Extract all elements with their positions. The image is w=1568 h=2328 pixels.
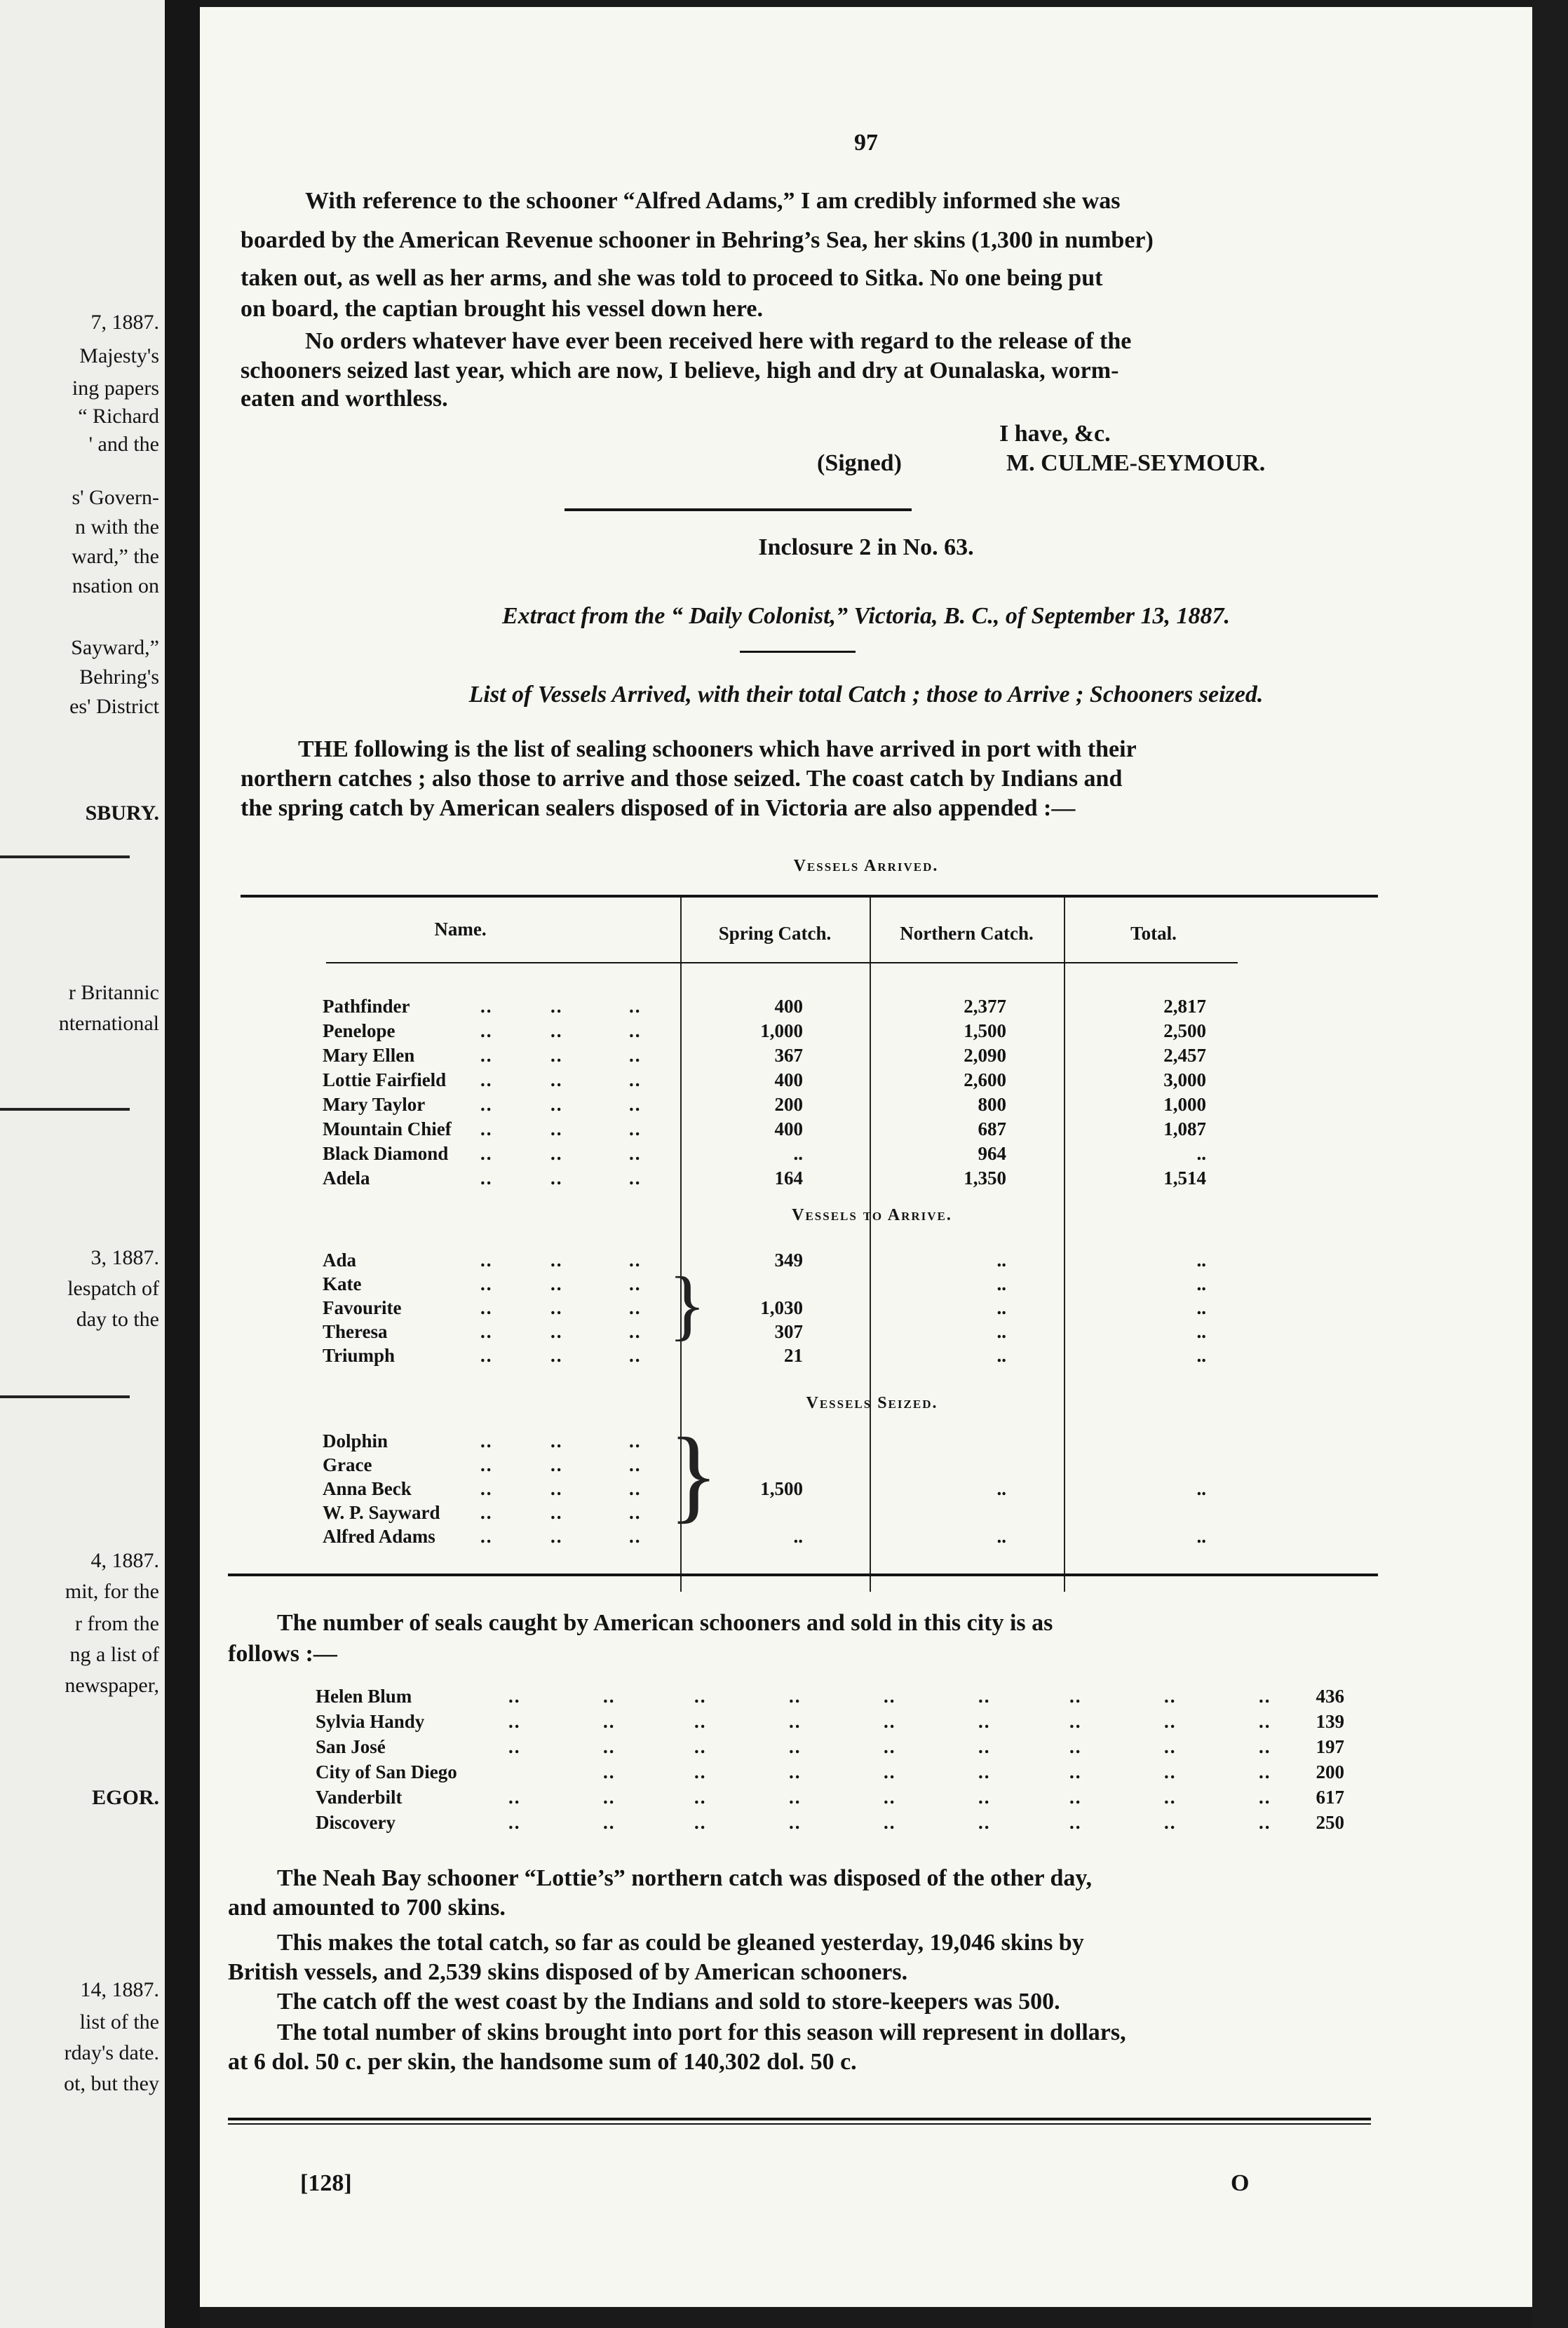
leader-dots: .. (1164, 1787, 1177, 1808)
leader-dots: .. (550, 1143, 563, 1164)
leader-dots: .. (978, 1711, 991, 1732)
schooner-name: San José (316, 1736, 386, 1757)
text-line: This makes the total catch, so far as could be gleaned yesterday, 19,046 skins by (277, 1930, 1084, 1956)
leader-dots: .. (629, 1168, 642, 1189)
schooner-name: City of San Diego (316, 1761, 457, 1782)
text-line: the spring catch by American sealers disposed of in Victoria are also appended :— (241, 795, 1076, 821)
leader-dots: .. (978, 1787, 991, 1808)
inclosure-heading: Inclosure 2 in No. 63. (758, 534, 974, 560)
spring-catch-cell: 349 (774, 1250, 803, 1271)
leader-dots: .. (603, 1812, 616, 1833)
leader-dots: .. (508, 1812, 521, 1833)
northern-catch-cell: 2,600 (964, 1069, 1006, 1090)
northern-catch-cell: .. (996, 1345, 1006, 1366)
leader-dots: .. (1259, 1711, 1271, 1732)
leader-dots: .. (550, 1118, 563, 1139)
leader-dots: .. (884, 1787, 896, 1808)
facing-line: mit, for the (65, 1580, 159, 1603)
leader-dots: .. (629, 1094, 642, 1115)
schooner-name: Discovery (316, 1812, 396, 1833)
leader-dots: .. (480, 1526, 493, 1547)
total-cell: 1,514 (1163, 1168, 1206, 1189)
northern-catch-cell: .. (996, 1273, 1006, 1294)
northern-catch-cell: .. (996, 1478, 1006, 1499)
total-cell: 1,000 (1163, 1094, 1206, 1115)
leader-dots: .. (603, 1787, 616, 1808)
leader-dots: .. (480, 1118, 493, 1139)
header-rule (326, 962, 1238, 963)
brace: } (668, 1416, 719, 1533)
leader-dots: .. (1259, 1812, 1271, 1833)
leader-dots: .. (694, 1736, 707, 1757)
column-header: Spring Catch. (718, 923, 832, 944)
text-line: eaten and worthless. (241, 386, 448, 412)
table-caption: Vessels Arrived. (793, 857, 939, 875)
leader-dots: .. (1164, 1711, 1177, 1732)
vessel-name: Mary Ellen (323, 1045, 415, 1066)
leader-dots: .. (629, 1321, 642, 1342)
northern-catch-cell: 800 (978, 1094, 1006, 1115)
leader-dots: .. (480, 1250, 493, 1271)
northern-catch-cell: .. (996, 1321, 1006, 1342)
leader-dots: .. (550, 996, 563, 1017)
leader-dots: .. (1164, 1812, 1177, 1833)
leader-dots: .. (550, 1045, 563, 1066)
text-line: THE following is the list of sealing schooners which have arrived in port with their (298, 736, 1137, 762)
leader-dots: .. (1069, 1787, 1082, 1808)
northern-catch-cell: 964 (978, 1143, 1006, 1164)
leader-dots: .. (789, 1686, 802, 1707)
total-cell: .. (1196, 1273, 1206, 1294)
facing-line: ward,” the (72, 545, 159, 568)
table-bottom-rule (228, 1574, 1378, 1576)
facing-line: 3, 1887. (90, 1246, 159, 1269)
schooner-name: Vanderbilt (316, 1787, 403, 1808)
schooner-name: Sylvia Handy (316, 1711, 425, 1732)
column-divider (870, 898, 871, 1592)
leader-dots: .. (1069, 1711, 1082, 1732)
northern-catch-cell: 2,090 (964, 1045, 1006, 1066)
seal-count: 436 (1316, 1686, 1344, 1707)
facing-rule (0, 1395, 130, 1398)
facing-line: ing papers (72, 377, 159, 400)
leader-dots: .. (550, 1478, 563, 1499)
spring-catch-cell: 21 (784, 1345, 803, 1366)
leader-dots: .. (694, 1711, 707, 1732)
text-line: follows :— (228, 1641, 337, 1667)
document-page (200, 7, 1532, 2307)
leader-dots: .. (480, 1345, 493, 1366)
closing-rule (228, 2123, 1371, 2125)
column-header: Name. (434, 919, 487, 940)
leader-dots: .. (550, 1273, 563, 1294)
total-cell: 2,500 (1163, 1020, 1206, 1041)
spring-catch-cell: 400 (774, 1069, 803, 1090)
leader-dots: .. (884, 1761, 896, 1782)
spring-catch-cell: .. (793, 1143, 803, 1164)
facing-line: newspaper, (65, 1674, 159, 1697)
vessel-name: Dolphin (323, 1430, 388, 1451)
leader-dots: .. (629, 1069, 642, 1090)
spring-catch-cell: 367 (774, 1045, 803, 1066)
closing-salutation: I have, &c. (999, 421, 1111, 447)
leader-dots: .. (1259, 1736, 1271, 1757)
leader-dots: .. (480, 1454, 493, 1475)
facing-line: “ Richard (78, 405, 159, 428)
leader-dots: .. (1069, 1686, 1082, 1707)
vessel-name: Lottie Fairfield (323, 1069, 447, 1090)
facing-line: nternational (58, 1012, 159, 1035)
text-line: on board, the captian brought his vessel down here. (241, 296, 763, 322)
footer-signature-mark: [128] (300, 2170, 352, 2196)
leader-dots: .. (884, 1812, 896, 1833)
leader-dots: .. (629, 1143, 642, 1164)
text-line: The number of seals caught by American schooners and sold in this city is as (277, 1610, 1053, 1636)
seal-count: 250 (1316, 1812, 1344, 1833)
vessel-name: Grace (323, 1454, 372, 1475)
text-line: The Neah Bay schooner “Lottie’s” northern catch was disposed of the other day, (277, 1865, 1092, 1891)
text-line: No orders whatever have ever been received here with regard to the release of the (305, 328, 1132, 354)
seal-count: 617 (1316, 1787, 1344, 1808)
leader-dots: .. (550, 1345, 563, 1366)
spring-catch-cell: 164 (774, 1168, 803, 1189)
leader-dots: .. (550, 1526, 563, 1547)
leader-dots: .. (884, 1736, 896, 1757)
facing-line: Majesty's (79, 344, 159, 367)
facing-line: 14, 1887. (80, 1978, 159, 2001)
seal-count: 200 (1316, 1761, 1344, 1782)
total-cell: .. (1196, 1526, 1206, 1547)
spring-catch-cell: 307 (774, 1321, 803, 1342)
leader-dots: .. (480, 1273, 493, 1294)
facing-line: rday's date. (64, 2041, 159, 2064)
facing-page-edge (0, 0, 165, 2328)
list-heading: List of Vessels Arrived, with their total Catch ; those to Arrive ; Schooners seized. (468, 682, 1264, 708)
northern-catch-cell: .. (996, 1526, 1006, 1547)
facing-line: list of the (79, 2010, 159, 2033)
leader-dots: .. (480, 1502, 493, 1523)
text-line: at 6 dol. 50 c. per skin, the handsome sum of 140,302 dol. 50 c. (228, 2049, 857, 2075)
spring-catch-cell: 1,500 (760, 1478, 803, 1499)
leader-dots: .. (694, 1686, 707, 1707)
facing-line: n with the (75, 515, 159, 539)
total-cell: .. (1196, 1250, 1206, 1271)
facing-line: ' and the (88, 433, 159, 456)
facing-line: r from the (75, 1612, 159, 1635)
total-cell: .. (1196, 1143, 1206, 1164)
leader-dots: .. (1069, 1761, 1082, 1782)
leader-dots: .. (550, 1297, 563, 1318)
leader-dots: .. (884, 1686, 896, 1707)
leader-dots: .. (480, 1430, 493, 1451)
leader-dots: .. (480, 1094, 493, 1115)
leader-dots: .. (480, 1297, 493, 1318)
vessel-name: Mary Taylor (323, 1094, 426, 1115)
leader-dots: .. (789, 1736, 802, 1757)
seal-count: 139 (1316, 1711, 1344, 1732)
text-line: taken out, as well as her arms, and she was told to proceed to Sitka. No one being put (241, 265, 1103, 291)
seal-count: 197 (1316, 1736, 1344, 1757)
leader-dots: .. (508, 1711, 521, 1732)
vessel-name: Favourite (323, 1297, 402, 1318)
leader-dots: .. (480, 1321, 493, 1342)
facing-rule (0, 855, 130, 858)
northern-catch-cell: 2,377 (964, 996, 1006, 1017)
leader-dots: .. (789, 1812, 802, 1833)
total-cell: 2,817 (1163, 996, 1206, 1017)
text-line: northern catches ; also those to arrive and those seized. The coast catch by Indians and (241, 766, 1123, 792)
leader-dots: .. (694, 1812, 707, 1833)
vessel-name: Kate (323, 1273, 362, 1294)
leader-dots: .. (789, 1761, 802, 1782)
northern-catch-cell: 1,350 (964, 1168, 1006, 1189)
leader-dots: .. (978, 1736, 991, 1757)
leader-dots: .. (629, 1118, 642, 1139)
leader-dots: .. (978, 1761, 991, 1782)
extract-heading: Extract from the “ Daily Colonist,” Victoria, B. C., of September 13, 1887. (502, 603, 1230, 629)
total-cell: .. (1196, 1345, 1206, 1366)
column-divider (1064, 898, 1065, 1592)
leader-dots: .. (694, 1787, 707, 1808)
leader-dots: .. (629, 1045, 642, 1066)
total-cell: .. (1196, 1321, 1206, 1342)
leader-dots: .. (1069, 1812, 1082, 1833)
spring-catch-cell: 400 (774, 996, 803, 1017)
text-line: The total number of skins brought into port for this season will represent in dollars, (277, 2019, 1126, 2045)
total-cell: .. (1196, 1478, 1206, 1499)
section-title: Vessels to Arrive. (792, 1206, 952, 1224)
text-line: and amounted to 700 skins. (228, 1895, 506, 1921)
vessel-name: Triumph (323, 1345, 396, 1366)
leader-dots: .. (550, 1069, 563, 1090)
vessel-name: Penelope (323, 1020, 396, 1041)
leader-dots: .. (629, 1430, 642, 1451)
vessel-name: Black Diamond (323, 1143, 449, 1164)
leader-dots: .. (978, 1812, 991, 1833)
leader-dots: .. (603, 1711, 616, 1732)
section-title: Vessels Seized. (806, 1394, 938, 1412)
book-gutter (165, 0, 200, 2328)
northern-catch-cell: 1,500 (964, 1020, 1006, 1041)
leader-dots: .. (550, 1454, 563, 1475)
vessel-name: Ada (323, 1250, 357, 1271)
facing-rule (0, 1108, 130, 1111)
leader-dots: .. (1069, 1736, 1082, 1757)
text-line: With reference to the schooner “Alfred Adams,” I am credibly informed she was (305, 188, 1121, 214)
facing-line: ot, but they (64, 2072, 159, 2095)
leader-dots: .. (629, 1020, 642, 1041)
leader-dots: .. (480, 1143, 493, 1164)
total-cell: 2,457 (1163, 1045, 1206, 1066)
vessel-name: Anna Beck (323, 1478, 412, 1499)
leader-dots: .. (629, 1273, 642, 1294)
leader-dots: .. (480, 996, 493, 1017)
leader-dots: .. (629, 996, 642, 1017)
leader-dots: .. (629, 1345, 642, 1366)
facing-line: lespatch of (67, 1277, 159, 1300)
facing-line: 7, 1887. (90, 311, 159, 334)
facing-line: Behring's (79, 665, 159, 689)
footer-gathering-mark: O (1231, 2170, 1250, 2196)
leader-dots: .. (480, 1020, 493, 1041)
table-top-rule (241, 895, 1378, 898)
leader-dots: .. (978, 1686, 991, 1707)
vessel-name: Adela (323, 1168, 370, 1189)
vessel-name: W. P. Sayward (323, 1502, 440, 1523)
leader-dots: .. (550, 1321, 563, 1342)
text-line: schooners seized last year, which are now, I believe, high and dry at Ounalaska, worm- (241, 358, 1119, 384)
leader-dots: .. (550, 1430, 563, 1451)
column-header: Total. (1130, 923, 1177, 944)
brace: } (668, 1261, 706, 1348)
leader-dots: .. (603, 1761, 616, 1782)
leader-dots: .. (789, 1787, 802, 1808)
northern-catch-cell: .. (996, 1297, 1006, 1318)
leader-dots: .. (480, 1168, 493, 1189)
total-cell: .. (1196, 1297, 1206, 1318)
leader-dots: .. (480, 1478, 493, 1499)
leader-dots: .. (884, 1711, 896, 1732)
total-cell: 1,087 (1163, 1118, 1206, 1139)
leader-dots: .. (629, 1478, 642, 1499)
signatory: M. CULME-SEYMOUR. (1006, 450, 1266, 476)
spring-catch-cell: 1,000 (760, 1020, 803, 1041)
short-rule (740, 651, 856, 653)
total-cell: 3,000 (1163, 1069, 1206, 1090)
facing-line: ng a list of (69, 1643, 159, 1666)
leader-dots: .. (629, 1502, 642, 1523)
spring-catch-cell: .. (793, 1526, 803, 1547)
leader-dots: .. (1164, 1761, 1177, 1782)
leader-dots: .. (694, 1761, 707, 1782)
leader-dots: .. (508, 1787, 521, 1808)
spring-catch-cell: 1,030 (760, 1297, 803, 1318)
leader-dots: .. (789, 1711, 802, 1732)
facing-line: SBURY. (85, 801, 159, 825)
leader-dots: .. (1164, 1736, 1177, 1757)
leader-dots: .. (603, 1736, 616, 1757)
spring-catch-cell: 400 (774, 1118, 803, 1139)
leader-dots: .. (508, 1736, 521, 1757)
facing-line: 4, 1887. (90, 1549, 159, 1572)
leader-dots: .. (550, 1094, 563, 1115)
text-line: British vessels, and 2,539 skins disposed of by American schooners. (228, 1959, 908, 1985)
facing-line: s' Govern- (72, 486, 159, 509)
text-line: boarded by the American Revenue schooner in Behring’s Sea, her skins (1,300 in number) (241, 227, 1154, 253)
vessel-name: Alfred Adams (323, 1526, 435, 1547)
spring-catch-cell: 200 (774, 1094, 803, 1115)
leader-dots: .. (1259, 1787, 1271, 1808)
leader-dots: .. (629, 1250, 642, 1271)
leader-dots: .. (480, 1045, 493, 1066)
leader-dots: .. (550, 1250, 563, 1271)
text-line: The catch off the west coast by the Indians and sold to store-keepers was 500. (277, 1989, 1060, 2015)
page-number: 97 (854, 130, 878, 156)
northern-catch-cell: 687 (978, 1118, 1006, 1139)
leader-dots: .. (550, 1168, 563, 1189)
leader-dots: .. (1259, 1686, 1271, 1707)
leader-dots: .. (550, 1020, 563, 1041)
section-rule (565, 508, 912, 511)
page-shadow-edge (1532, 0, 1568, 2328)
vessel-name: Mountain Chief (323, 1118, 452, 1139)
facing-line: nsation on (72, 574, 159, 597)
leader-dots: .. (603, 1686, 616, 1707)
facing-line: Sayward,” (71, 636, 159, 659)
leader-dots: .. (550, 1502, 563, 1523)
vessel-name: Pathfinder (323, 996, 410, 1017)
schooner-name: Helen Blum (316, 1686, 412, 1707)
leader-dots: .. (508, 1686, 521, 1707)
leader-dots: .. (629, 1454, 642, 1475)
leader-dots: .. (1259, 1761, 1271, 1782)
facing-line: r Britannic (68, 981, 159, 1004)
facing-line: day to the (76, 1308, 159, 1331)
leader-dots: .. (629, 1526, 642, 1547)
column-header: Northern Catch. (900, 923, 1034, 944)
leader-dots: .. (1164, 1686, 1177, 1707)
closing-rule (228, 2118, 1371, 2120)
facing-line: es' District (69, 695, 159, 718)
northern-catch-cell: .. (996, 1250, 1006, 1271)
facing-line: EGOR. (92, 1786, 159, 1809)
leader-dots: .. (629, 1297, 642, 1318)
leader-dots: .. (480, 1069, 493, 1090)
signed-label: (Signed) (817, 450, 902, 476)
vessel-name: Theresa (323, 1321, 388, 1342)
